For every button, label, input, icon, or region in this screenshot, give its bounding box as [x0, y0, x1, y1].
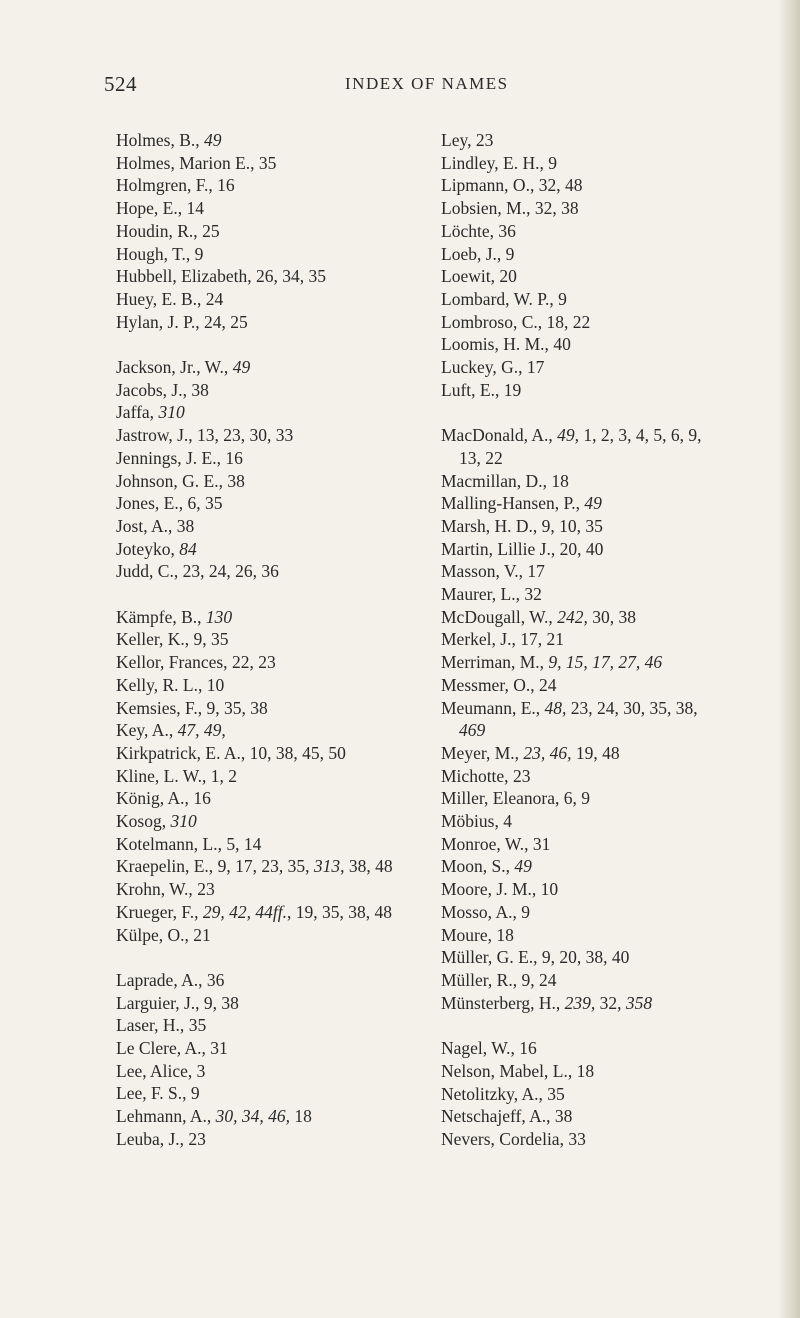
entry-name: Monroe, W.,: [441, 833, 529, 854]
entry-pages: 35: [188, 1015, 207, 1036]
entry-name: Jastrow, J.,: [116, 425, 193, 446]
index-entry: [116, 538, 416, 561]
entry-pages: 9: [194, 243, 204, 264]
entry-pages: 18: [551, 470, 569, 491]
entry-name: Münsterberg, H.,: [441, 992, 561, 1013]
index-entry: [116, 901, 416, 924]
entry-name: Jackson, Jr., W.,: [116, 357, 229, 378]
entry-name: Netolitzky, A.,: [441, 1083, 543, 1104]
index-entry: [441, 742, 781, 765]
entry-name: McDougall, W.,: [441, 606, 553, 627]
index-entry: [441, 628, 781, 651]
section-gap: [116, 583, 416, 606]
index-entry: [441, 924, 781, 947]
index-entry: [441, 1128, 781, 1151]
entry-pages: 9, 17, 23, 35,: [217, 856, 314, 877]
entry-name: Müller, R.,: [441, 970, 518, 990]
entry-pages: 9, 10, 35: [541, 515, 603, 536]
entry-pages: 36: [206, 969, 225, 990]
index-entry: [116, 220, 416, 243]
index-entry: [441, 1037, 781, 1060]
entry-pages: 242,: [557, 606, 588, 627]
index-entry: [441, 265, 781, 288]
index-entry: [441, 946, 781, 969]
index-entry: [441, 538, 781, 561]
entry-name: Lipmann, O.,: [441, 175, 535, 196]
entry-continuation: 469: [459, 720, 486, 741]
entry-pages: 10: [206, 674, 225, 695]
entry-pages: 9, 20, 38, 40: [541, 947, 630, 968]
entry-pages: 358: [625, 992, 653, 1013]
entry-pages: 6, 35: [187, 493, 223, 514]
entry-pages: 13, 23, 30, 33: [197, 425, 294, 446]
entry-name: Merkel, J.,: [441, 629, 516, 650]
running-title: INDEX OF NAMES: [345, 74, 509, 93]
index-entry: [116, 628, 416, 651]
index-entry: [116, 447, 416, 470]
index-entry: [441, 674, 781, 697]
entry-pages: 16: [225, 447, 243, 468]
index-entry: [116, 878, 416, 901]
entry-name: Luckey, G.,: [441, 357, 523, 378]
entry-name: Lobsien, M.,: [441, 198, 531, 219]
entry-pages: 23: [188, 1128, 206, 1149]
entry-name: Lindley, E. H.,: [441, 152, 544, 173]
index-entry: [441, 1105, 781, 1128]
entry-pages: 9, 15, 17, 27, 46: [548, 652, 663, 673]
index-entry: [441, 152, 781, 175]
entry-pages: 47, 49,: [177, 720, 226, 741]
entry-pages: 21: [193, 924, 211, 945]
entry-pages: 5, 14: [226, 833, 262, 854]
entry-pages: 40: [553, 334, 571, 355]
index-entry: [441, 515, 781, 538]
index-entry: [441, 174, 781, 197]
index-entry: [116, 924, 416, 947]
entry-pages: 48,: [544, 697, 567, 718]
entry-pages: 49: [514, 856, 532, 877]
entry-pages: 31: [532, 833, 551, 854]
entry-pages: 16: [217, 175, 235, 196]
entry-pages: 23: [197, 879, 215, 900]
entry-pages: 9, 35, 38: [206, 697, 268, 718]
entry-name: Meumann, E.,: [441, 697, 541, 718]
entry-name: Netschajeff, A.,: [441, 1106, 551, 1127]
page-header: [0, 72, 800, 102]
index-entry: [116, 288, 416, 311]
index-entry: [116, 1060, 416, 1083]
entry-name: Jones, E.,: [116, 493, 184, 514]
index-entry: [116, 379, 416, 402]
entry-pages: 30, 34, 46,: [215, 1106, 291, 1127]
index-entry: [116, 787, 416, 810]
entry-name: Kemsies, F.,: [116, 697, 203, 718]
entry-name: Houdin, R.,: [116, 220, 198, 241]
entry-name: Lombroso, C.,: [441, 311, 543, 332]
entry-name: Miller, Eleanora,: [441, 788, 560, 809]
entry-name: Leuba, J.,: [116, 1128, 185, 1149]
index-entry: [441, 243, 781, 266]
entry-pages: 18: [496, 924, 514, 945]
entry-pages: 310: [158, 402, 185, 423]
entry-name: Loeb, J.,: [441, 243, 502, 264]
index-entry: [441, 583, 781, 606]
entry-name: Le Clere, A.,: [116, 1038, 206, 1059]
entry-pages: 49: [232, 357, 251, 378]
entry-name: Moon, S.,: [441, 856, 511, 877]
entry-pages: 24: [205, 288, 224, 309]
entry-pages: 35: [547, 1083, 565, 1104]
entry-name: Loomis, H. M.,: [441, 334, 549, 355]
entry-name: Moure,: [441, 924, 493, 945]
index-entry: [441, 765, 781, 788]
entry-name: Lee, F. S.,: [116, 1083, 187, 1104]
entry-name: Michotte,: [441, 765, 509, 786]
index-entry: [116, 174, 416, 197]
index-entry: [116, 992, 416, 1015]
entry-pages: 18: [290, 1106, 312, 1127]
entry-pages: 31: [210, 1038, 228, 1059]
index-entry: [116, 197, 416, 220]
index-entry: [441, 901, 781, 924]
entry-name: Möbius,: [441, 811, 499, 832]
index-entry: [116, 606, 416, 629]
entry-name: Kirkpatrick, E. A.,: [116, 742, 246, 763]
entry-pages: 18, 22: [546, 311, 591, 332]
entry-pages: 3: [196, 1060, 206, 1081]
entry-pages: 49: [584, 493, 602, 514]
page-edge-shadow: [778, 0, 800, 1318]
entry-name: Külpe, O.,: [116, 924, 189, 945]
index-entry: [441, 356, 781, 379]
entry-name: Moore, J. M.,: [441, 879, 537, 900]
entry-name: Loewit,: [441, 266, 495, 287]
index-entry: [116, 1105, 416, 1128]
entry-pages: 32, 48: [538, 175, 583, 196]
index-entry: [441, 288, 781, 311]
entry-pages: 19, 48: [571, 742, 620, 763]
index-entry: [441, 333, 781, 356]
entry-pages: 49: [204, 130, 222, 150]
entry-name: Maurer, L.,: [441, 584, 520, 605]
entry-pages: 6, 9: [563, 788, 590, 809]
entry-pages: 32,: [595, 992, 626, 1013]
entry-name: Hope, E.,: [116, 198, 183, 219]
index-entry: [116, 833, 416, 856]
index-entry: [441, 220, 781, 243]
index-entry: [441, 697, 781, 720]
entry-name: Laprade, A.,: [116, 969, 203, 990]
index-entry: [116, 719, 416, 742]
index-entry: [441, 833, 781, 856]
index-entry: [116, 697, 416, 720]
entry-name: König, A.,: [116, 788, 189, 809]
index-entry: [441, 470, 781, 493]
entry-name: Hylan, J. P.,: [116, 311, 200, 332]
entry-name: Johnson, G. E.,: [116, 470, 223, 491]
entry-pages: 10: [540, 879, 559, 900]
entry-pages: 19: [503, 379, 522, 400]
entry-pages: 9: [521, 901, 530, 922]
entry-name: Krohn, W.,: [116, 879, 193, 900]
entry-name: Kotelmann, L.,: [116, 833, 222, 854]
entry-pages: 310: [170, 811, 197, 832]
index-entry: [441, 129, 781, 152]
entry-name: Malling-Hansen, P.,: [441, 493, 581, 514]
entry-name: Huey, E. B.,: [116, 288, 202, 309]
index-entry: [441, 492, 781, 515]
entry-name: Holmes, Marion E.,: [116, 152, 255, 173]
entry-name: Macmillan, D.,: [441, 470, 547, 491]
index-entry: [441, 424, 781, 447]
index-entry: [116, 1082, 416, 1105]
index-entry: [116, 742, 416, 765]
entry-name: Kraepelin, E.,: [116, 856, 214, 877]
index-entry: [441, 992, 781, 1015]
entry-name: Martin, Lillie J.,: [441, 538, 556, 559]
entry-pages: 14: [186, 198, 204, 219]
entry-pages: 1, 2: [210, 765, 238, 786]
entry-pages: 38: [191, 379, 209, 400]
entry-pages: , 38, 48: [340, 856, 393, 877]
entry-name: Krueger, F.,: [116, 901, 199, 922]
entry-pages: 130: [205, 606, 233, 627]
entry-name: Joteyko,: [116, 538, 175, 559]
entry-pages: 22, 23: [231, 652, 276, 673]
entry-pages: 84: [179, 538, 197, 559]
entry-pages: 239,: [564, 992, 596, 1013]
entry-pages: 30, 38: [587, 606, 636, 627]
index-entry: [116, 560, 416, 583]
entry-name: Holmes, B.,: [116, 130, 200, 150]
entry-pages: 29, 42, 44ff.: [202, 901, 287, 922]
entry-pages: 9: [505, 243, 515, 264]
index-entry: [441, 810, 781, 833]
entry-pages: 20: [499, 266, 517, 287]
index-entry: [441, 855, 781, 878]
entry-name: Kellor, Frances,: [116, 652, 228, 673]
entry-pages: 9: [558, 288, 567, 309]
entry-pages: 23: [512, 765, 531, 786]
index-entry: [441, 1060, 781, 1083]
index-entry: [116, 129, 416, 152]
entry-pages: 23: [475, 130, 494, 150]
entry-pages: 10, 38, 45, 50: [249, 742, 346, 763]
entry-name: Müller, G. E.,: [441, 947, 538, 968]
entry-pages: 32, 38: [534, 198, 579, 219]
entry-pages: 36: [498, 220, 516, 241]
index-entry: [116, 651, 416, 674]
index-entry: [441, 1083, 781, 1106]
index-entry: [116, 515, 416, 538]
index-entry: [441, 787, 781, 810]
entry-pages: 1, 2, 3, 4, 5, 6, 9,: [579, 425, 702, 446]
entry-pages: 24: [538, 674, 557, 695]
index-entry: [441, 606, 781, 629]
entry-pages: 313: [313, 856, 341, 877]
entry-pages: 35: [258, 152, 277, 173]
entry-pages: 9: [548, 152, 557, 173]
entry-name: Hubbell, Elizabeth,: [116, 266, 252, 287]
index-entry: [441, 379, 781, 402]
entry-pages: 20, 40: [559, 538, 604, 559]
entry-pages: 24, 25: [204, 311, 248, 332]
entry-name: Judd, C.,: [116, 561, 179, 582]
index-entry: [441, 311, 781, 334]
entry-name: Lehmann, A.,: [116, 1106, 212, 1127]
entry-pages: 18: [576, 1060, 595, 1081]
entry-name: Jennings, J. E.,: [116, 447, 221, 468]
entry-name: Hough, T.,: [116, 243, 191, 264]
section-gap: [116, 333, 416, 356]
entry-pages: 23, 46,: [523, 742, 572, 763]
entry-continuation: 13, 22: [459, 447, 503, 468]
entry-name: Holmgren, F.,: [116, 175, 213, 196]
index-entry: [116, 492, 416, 515]
entry-name: Nagel, W.,: [441, 1038, 515, 1059]
index-entry: [116, 855, 416, 878]
entry-pages: 33: [568, 1128, 586, 1149]
index-entry: [116, 470, 416, 493]
entry-name: Kämpfe, B.,: [116, 606, 202, 627]
entry-name: Merriman, M.,: [441, 652, 545, 673]
right-index-column: [441, 129, 781, 1151]
entry-pages: 4: [503, 811, 512, 832]
index-entry: [441, 560, 781, 583]
index-entry: [116, 969, 416, 992]
index-entry: [441, 969, 781, 992]
index-entry: [441, 651, 781, 674]
entry-pages: 38: [227, 470, 245, 491]
entry-name: Lombard, W. P.,: [441, 288, 554, 309]
section-gap: [441, 1014, 781, 1037]
entry-pages: 17: [526, 357, 545, 378]
entry-pages: 23, 24, 30, 35, 38,: [566, 697, 698, 718]
index-entry: [116, 1014, 416, 1037]
entry-pages: 38: [554, 1106, 573, 1127]
entry-name: Laser, H.,: [116, 1015, 185, 1036]
entry-name: Meyer, M.,: [441, 742, 520, 763]
index-entry: [116, 356, 416, 379]
entry-pages: 17: [527, 561, 545, 582]
entry-name: Nelson, Mabel, L.,: [441, 1060, 573, 1081]
entry-pages: 9, 38: [203, 992, 239, 1013]
index-entry: [116, 1037, 416, 1060]
page-number: 524: [104, 72, 137, 96]
entry-name: Keller, K.,: [116, 629, 190, 650]
entry-name: Lee, Alice,: [116, 1060, 193, 1081]
index-entry: [116, 424, 416, 447]
entry-pages: 9, 24: [521, 970, 557, 990]
index-entry: [116, 765, 416, 788]
entry-name: Jacobs, J.,: [116, 379, 187, 400]
entry-pages: 49,: [557, 425, 580, 446]
entry-name: MacDonald, A.,: [441, 425, 553, 446]
index-entry: [116, 152, 416, 175]
entry-name: Key, A.,: [116, 720, 174, 741]
entry-name: Ley,: [441, 130, 472, 150]
entry-pages: , 19, 35, 38, 48: [286, 901, 392, 922]
entry-pages: 17, 21: [520, 629, 564, 650]
entry-name: Messmer, O.,: [441, 674, 535, 695]
entry-pages: 23, 24, 26, 36: [182, 561, 279, 582]
index-entry: [116, 401, 416, 424]
entry-pages: 26, 34, 35: [255, 266, 326, 287]
entry-pages: 9, 35: [193, 629, 229, 650]
entry-name: Marsh, H. D.,: [441, 515, 538, 536]
entry-name: Jaffa,: [116, 402, 155, 423]
entry-pages: 16: [519, 1038, 537, 1059]
index-entry: [116, 674, 416, 697]
section-gap: [116, 946, 416, 969]
entry-name: Kelly, R. L.,: [116, 674, 203, 695]
entry-pages: 32: [524, 584, 542, 605]
entry-name: Kosog,: [116, 811, 167, 832]
index-entry: [441, 878, 781, 901]
entry-pages: 38: [176, 515, 195, 536]
entry-name: Jost, A.,: [116, 515, 173, 536]
section-gap: [441, 401, 781, 424]
index-entry: [116, 1128, 416, 1151]
entry-name: Luft, E.,: [441, 379, 500, 400]
left-index-column: [116, 129, 416, 1151]
index-entry: [116, 810, 416, 833]
index-entry: [116, 243, 416, 266]
entry-name: Mosso, A.,: [441, 901, 517, 922]
entry-name: Masson, V.,: [441, 561, 524, 582]
entry-name: Löchte,: [441, 220, 494, 241]
index-entry: [441, 197, 781, 220]
entry-pages: 9: [190, 1083, 200, 1104]
entry-name: Nevers, Cordelia,: [441, 1128, 564, 1149]
index-entry: [116, 311, 416, 334]
index-entry: [116, 265, 416, 288]
entry-name: Kline, L. W.,: [116, 765, 207, 786]
entry-name: Larguier, J.,: [116, 992, 200, 1013]
entry-pages: 25: [202, 220, 220, 241]
entry-pages: 16: [193, 788, 211, 809]
